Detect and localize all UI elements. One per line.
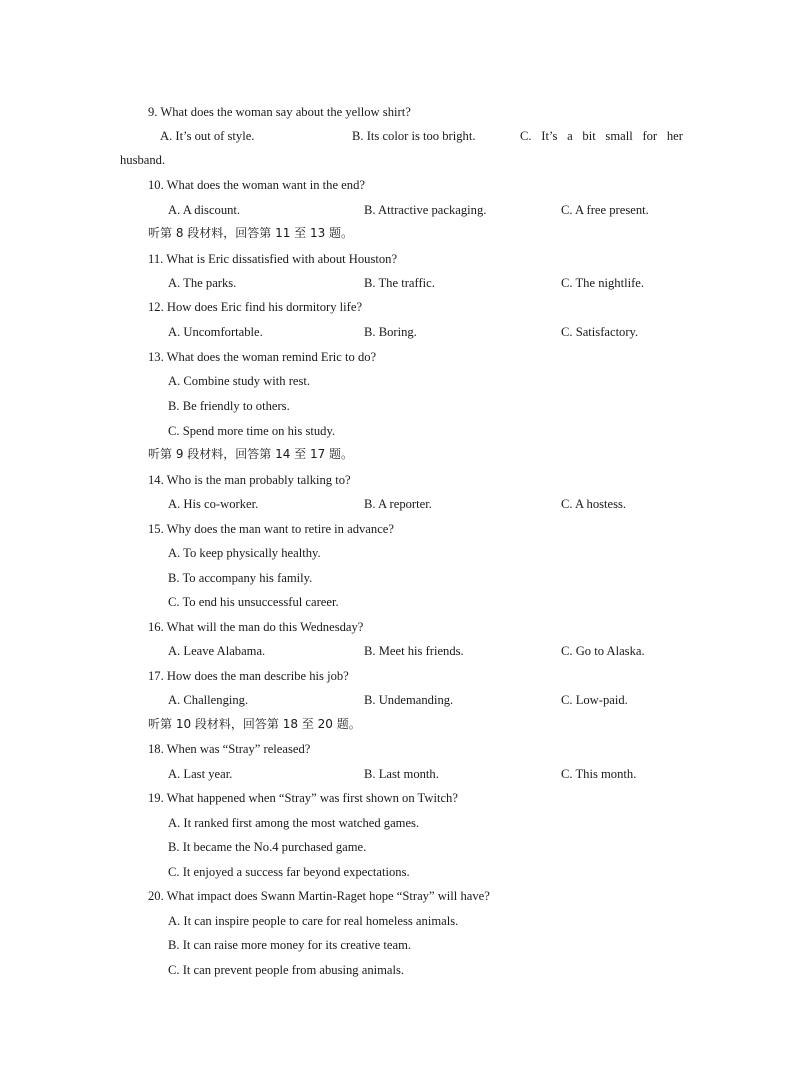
q9-option-c — [520, 128, 683, 144]
q15-option-c: C. To end his unsuccessful career. — [168, 595, 339, 609]
question-10: 10. What does the woman want in the end? — [148, 178, 365, 192]
question-17: 17. How does the man describe his job? — [148, 669, 349, 683]
question-14: 14. Who is the man probably talking to? — [148, 473, 351, 487]
q9-option-c-word: bit — [582, 129, 596, 143]
section-heading-8: 听第 8 段材料，回答第 11 至 13 题。 — [148, 226, 354, 240]
q9-option-c-word: It’s — [541, 129, 558, 143]
section-heading-9: 听第 9 段材料，回答第 14 至 17 题。 — [148, 447, 354, 461]
q9-option-c-word: a — [567, 129, 573, 143]
q16-option-b: B. Meet his friends. — [364, 644, 464, 658]
q18-option-a: A. Last year. — [168, 767, 233, 781]
q9-option-b: B. Its color is too bright. — [352, 129, 476, 143]
q19-option-a: A. It ranked first among the most watched games. — [168, 816, 420, 830]
q11-option-c: C. The nightlife. — [561, 276, 645, 290]
question-16: 16. What will the man do this Wednesday? — [148, 620, 364, 634]
q9-option-c-word: small — [605, 129, 633, 143]
q20-option-b: B. It can raise more money for its creative team. — [168, 938, 412, 952]
q20-option-a: A. It can inspire people to care for real homeless animals. — [168, 914, 459, 928]
q19-option-b: B. It became the No.4 purchased game. — [168, 840, 367, 854]
q9-option-a: A. It’s out of style. — [160, 129, 255, 143]
q12-option-c: C. Satisfactory. — [561, 325, 639, 339]
q14-option-c: C. A hostess. — [561, 497, 627, 511]
q12-option-a: A. Uncomfortable. — [168, 325, 263, 339]
q10-option-a: A. A discount. — [168, 203, 241, 217]
q15-option-b: B. To accompany his family. — [168, 571, 313, 585]
q13-option-a: A. Combine study with rest. — [168, 374, 311, 388]
question-20: 20. What impact does Swann Martin-Raget hope “Stray” will have? — [148, 889, 490, 903]
q11-option-b: B. The traffic. — [364, 276, 435, 290]
q16-option-c: C. Go to Alaska. — [561, 644, 645, 658]
q17-option-b: B. Undemanding. — [364, 693, 454, 707]
question-15: 15. Why does the man want to retire in advance? — [148, 522, 394, 536]
q17-option-a: A. Challenging. — [168, 693, 249, 707]
q9-option-c-word: for — [642, 129, 658, 143]
q14-option-a: A. His co-worker. — [168, 497, 259, 511]
q10-option-c: C. A free present. — [561, 203, 649, 217]
q13-option-c: C. Spend more time on his study. — [168, 424, 336, 438]
q12-option-b: B. Boring. — [364, 325, 417, 339]
q9-option-c-word: C. — [520, 129, 532, 143]
question-12: 12. How does Eric find his dormitory life? — [148, 300, 363, 314]
question-11: 11. What is Eric dissatisfied with about Houston? — [148, 252, 398, 266]
q18-option-c: C. This month. — [561, 767, 637, 781]
question-9: 9. What does the woman say about the yellow shirt? — [148, 105, 411, 119]
q20-option-c: C. It can prevent people from abusing animals. — [168, 963, 405, 977]
q11-option-a: A. The parks. — [168, 276, 237, 290]
q15-option-a: A. To keep physically healthy. — [168, 546, 321, 560]
question-18: 18. When was “Stray” released? — [148, 742, 311, 756]
q9-option-c-continued: husband. — [120, 153, 166, 167]
q18-option-b: B. Last month. — [364, 767, 439, 781]
question-19: 19. What happened when “Stray” was first shown on Twitch? — [148, 791, 458, 805]
q9-option-c-word: her — [666, 129, 683, 143]
question-13: 13. What does the woman remind Eric to do? — [148, 350, 377, 364]
section-heading-10: 听第 10 段材料，回答第 18 至 20 题。 — [148, 717, 361, 731]
q16-option-a: A. Leave Alabama. — [168, 644, 266, 658]
q19-option-c: C. It enjoyed a success far beyond expectations. — [168, 865, 410, 879]
q17-option-c: C. Low-paid. — [561, 693, 628, 707]
q10-option-b: B. Attractive packaging. — [364, 203, 487, 217]
q13-option-b: B. Be friendly to others. — [168, 399, 290, 413]
q14-option-b: B. A reporter. — [364, 497, 432, 511]
